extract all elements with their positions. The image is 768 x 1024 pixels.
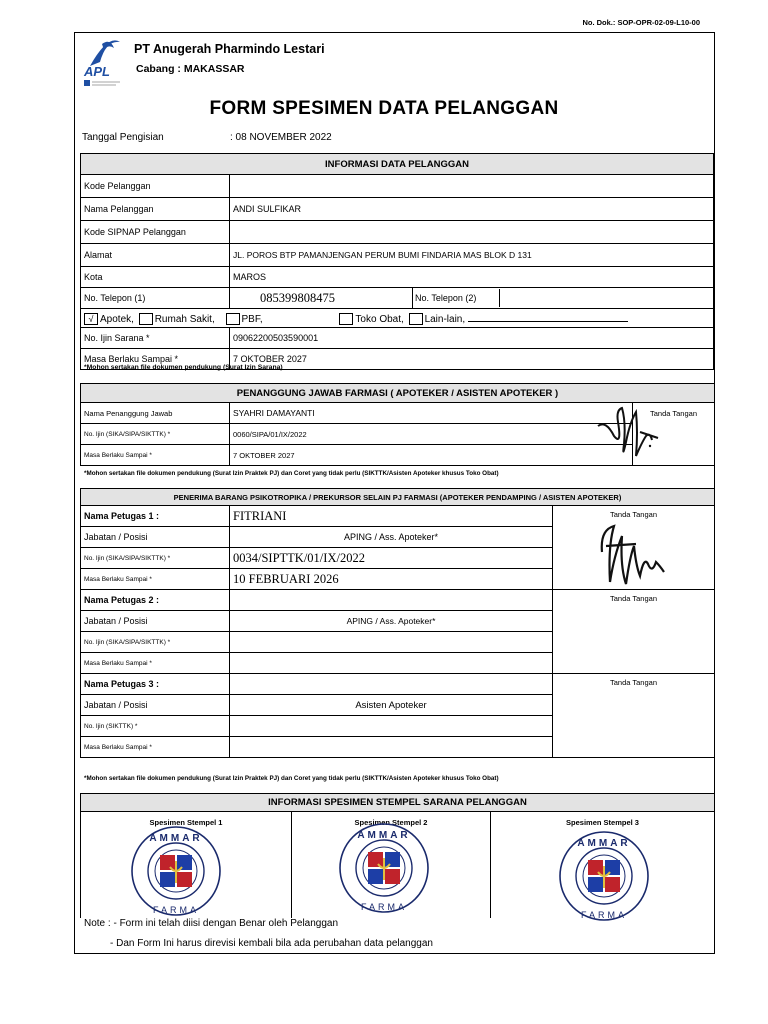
phone2-label: No. Telepon (2) [413,289,500,307]
field-label: Kota [81,267,230,288]
stamp-header: INFORMASI SPESIMEN STEMPEL SARANA PELANGGAN [81,794,715,812]
customer-info-table [80,153,714,370]
table-row [81,221,714,244]
officer1-pos-value[interactable]: APING / Ass. Apoteker* [230,527,553,548]
officer2-signature-cell[interactable] [553,590,715,674]
checkbox-toko-obat[interactable] [339,313,353,325]
phone1-value[interactable]: 085399808475 [230,288,413,309]
table-row [81,288,714,309]
fill-date-label: Tanggal Pengisian [82,132,164,143]
pj-izin-value[interactable]: 0060/SIPA/01/IX/2022 [230,424,633,445]
section1-note: *Mohon sertakan file dokumen pendukung (Surat Izin Sarana) [84,364,283,371]
checkbox-pbf[interactable] [226,313,240,325]
officer2-masa-label: Masa Berlaku Sampai * [81,653,230,674]
stamp2-icon [336,822,432,914]
officer3-pos-value[interactable]: Asisten Apoteker [230,695,553,716]
type-label: Toko Obat, [355,313,404,325]
svg-text:FARMA: FARMA [360,902,408,912]
officer2-izin-label: No. Ijin (SIKA/SIPA/SIKTTK) * [81,632,230,653]
type-label: PBF, [241,313,263,325]
pj-izin-label: No. Ijin (SIKA/SIPA/SIKTTK) * [81,424,230,445]
address-value[interactable]: JL. POROS BTP PAMANJENGAN PERUM BUMI FINDARIA MAS BLOK D 131 [230,244,714,267]
officer1-name-value[interactable]: FITRIANI [230,506,553,527]
checkbox-rumah-sakit[interactable] [139,313,153,325]
izin-value[interactable]: 09062200503590001 [230,328,714,349]
officer2-name-value[interactable] [230,590,553,611]
pj-signature-icon [592,402,664,464]
officer2-pos-value[interactable]: APING / Ass. Apoteker* [230,611,553,632]
officer3-pos-label: Jabatan / Posisi [81,695,230,716]
officer2-izin-value[interactable] [230,632,553,653]
svg-text:AMMAR: AMMAR [357,830,411,841]
customer-name-value[interactable]: ANDI SULFIKAR [230,198,714,221]
officer1-izin-value[interactable]: 0034/SIPTTK/01/IX/2022 [230,548,553,569]
svg-text:AMMAR: AMMAR [149,833,203,844]
officer3-name-label: Nama Petugas 3 : [81,674,230,695]
city-value[interactable]: MAROS [230,267,714,288]
document-number: No. Dok.: SOP-OPR-02-09-L10-00 [582,18,700,27]
stamp3-label: Spesimen Stempel 3 [491,812,715,833]
officer1-pos-label: Jabatan / Posisi [81,527,230,548]
company-branch: Cabang : MAKASSAR [136,63,245,75]
section3-note: *Mohon sertakan file dokumen pendukung (Surat Izin Praktek PJ) dan Coret yang tidak perlu (SIKTTK/Asisten Apoteker khusus Toko Obat) [84,775,499,782]
stamp1-icon [128,825,224,917]
svg-text:FARMA: FARMA [580,910,628,920]
stamp1-label: Spesimen Stempel 1 [81,812,292,833]
other-type-line[interactable] [468,311,628,322]
field-value[interactable] [230,221,714,244]
officer3-izin-value[interactable] [230,716,553,737]
officer1-name-label: Nama Petugas 1 : [81,506,230,527]
receiver-header: PENERIMA BARANG PSIKOTROPIKA / PREKURSOR SELAIN PJ FARMASI (APOTEKER PENDAMPING / ASISTEN APOTEKER) [81,489,715,506]
logo-text: APL [84,64,110,79]
officer3-signature-cell[interactable] [553,674,715,758]
company-name: PT Anugerah Pharmindo Lestari [134,42,325,56]
table-row [81,328,714,349]
type-label: Apotek, [100,313,134,325]
pj-sign-label: Tanda Tangan [650,409,697,418]
footer-note-2: - Dan Form Ini harus direvisi kembali bila ada perubahan data pelanggan [110,938,433,949]
pj-name-value[interactable]: SYAHRI DAMAYANTI [230,403,633,424]
table-row [81,198,714,221]
table-row [81,309,714,328]
svg-text:AMMAR: AMMAR [577,838,631,849]
type-label: Lain-lain, [424,313,466,325]
field-value[interactable] [230,175,714,198]
checkbox-apotek[interactable]: √ [84,313,98,325]
page-title: FORM SPESIMEN DATA PELANGGAN [209,98,559,119]
svg-text:FARMA: FARMA [152,905,200,915]
officer1-masa-value[interactable]: 10 FEBRUARI 2026 [230,569,553,590]
pharmacist-header: PENANGGUNG JAWAB FARMASI ( APOTEKER / ASISTEN APOTEKER ) [81,384,715,403]
phone2-cell [413,288,714,309]
type-label: Rumah Sakit, [154,313,215,325]
officer1-izin-label: No. Ijin (SIKA/SIPA/SIKTTK) * [81,548,230,569]
fill-date-value: : 08 NOVEMBER 2022 [230,132,332,143]
field-label: Alamat [81,244,230,267]
field-label: Kode SIPNAP Pelanggan [81,221,230,244]
officer2-sign-label: Tanda Tangan [610,594,657,603]
section2-note: *Mohon sertakan file dokumen pendukung (Surat Izin Praktek PJ) dan Coret yang tidak perlu (SIKTTK/Asisten Apoteker khusus Toko Obat) [84,470,499,477]
officer3-masa-label: Masa Berlaku Sampai * [81,737,230,758]
table-row [81,244,714,267]
officer3-masa-value[interactable] [230,737,553,758]
officer2-masa-value[interactable] [230,653,553,674]
apl-logo-icon [80,36,140,90]
masa-label: Masa Berlaku Sampai * [81,349,230,370]
pj-name-label: Nama Penanggung Jawab [81,403,230,424]
field-label: Nama Pelanggan [81,198,230,221]
officer3-sign-label: Tanda Tangan [610,678,657,687]
officer2-name-label: Nama Petugas 2 : [81,590,230,611]
officer3-name-value[interactable] [230,674,553,695]
field-label: Kode Pelanggan [81,175,230,198]
officer1-signature-icon [596,516,666,596]
phone1-label: No. Telepon (1) [81,288,230,309]
footer-note-1: Note : - Form ini telah diisi dengan Benar oleh Pelanggan [84,918,339,929]
checkbox-lain-lain[interactable] [409,313,423,325]
table-row [81,267,714,288]
pj-masa-label: Masa Berlaku Sampai * [81,445,230,466]
masa-value[interactable]: 7 OKTOBER 2027 [230,349,714,370]
izin-label: No. Ijin Sarana * [81,328,230,349]
officer3-izin-label: No. Ijin (SIKTTK) * [81,716,230,737]
officer1-sign-label: Tanda Tangan [610,510,657,519]
customer-info-header: INFORMASI DATA PELANGGAN [81,154,714,175]
facility-type-row [81,309,714,328]
company-logo [80,36,140,90]
officer1-masa-label: Masa Berlaku Sampai * [81,569,230,590]
officer2-pos-label: Jabatan / Posisi [81,611,230,632]
pj-masa-value[interactable]: 7 OKTOBER 2027 [230,445,633,466]
stamp2-label: Spesimen Stempel 2 [292,812,491,833]
stamp3-icon [556,830,652,922]
table-row [81,175,714,198]
table-row [81,674,715,695]
